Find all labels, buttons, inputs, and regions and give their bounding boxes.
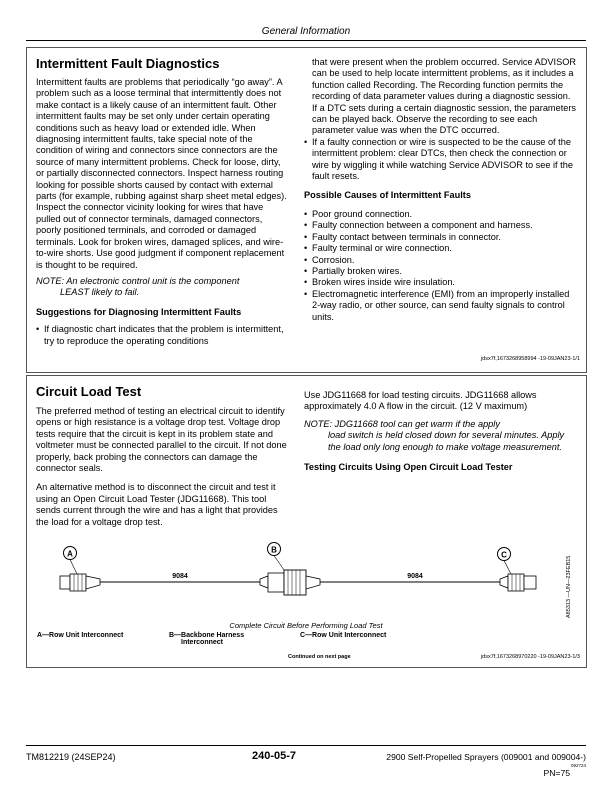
intermittent-reference-id: jdsx7f,1673268958994 -19-09JAN23-1/1 bbox=[480, 356, 580, 362]
suggestion-bullet-1-continued: that were present when the problem occurred. Service ADVISOR can be used to help locate intermittent problems, as it includes a function called Recording. The Recording function permits the recording of data parameter values during a diagnostic session. If a DTC sets during a certain diagnostic session, the parameters can be played back. Observe the recording to see each parameter value was when the DTC occurred. bbox=[312, 57, 577, 136]
circuit-title: Circuit Load Test bbox=[36, 384, 142, 399]
callout-a-label: A bbox=[67, 549, 73, 559]
cause-item: • Faulty terminal or wire connection. bbox=[304, 243, 576, 254]
callout-b-label: B bbox=[271, 545, 277, 555]
intermittent-intro: Intermittent faults are problems that periodically “go away”. A problem such as a loose terminal that intermittently does not make contact is a likely cause of an intermittent fault. Other intermittent faults may be set only under certain operating conditions such as heavy load or extended idle. When diagnosing intermittent faults, take special note of the condition of wiring and connectors since connectors are the source of many intermittent problems. Check for loose, dirty, or partially disconnected connectors. Inspect harness routing looking for possible shorts caused by contact with external parts (for example, rubbing against sharp sheet metal edges). Inspect the connector vicinity looking for wires that have pulled out of connector terminals, damaged connectors, poorly positioned terminals, and corroded or damaged terminals. Look for broken wires, damaged splices, and wire-to-wire shorts. Use good judgment if component replacement is thought to be required. bbox=[36, 77, 287, 270]
footer-rule bbox=[26, 745, 586, 746]
figure-caption: Complete Circuit Before Performing Load Test bbox=[229, 621, 383, 630]
open-circuit-heading: Testing Circuits Using Open Circuit Load Tester bbox=[304, 462, 513, 473]
wire-label-right: 9084 bbox=[407, 573, 423, 580]
circuit-reference-id: jdsx7f,1673268970220 -19-09JAN23-1/3 bbox=[480, 654, 580, 660]
circuit-right-column bbox=[304, 390, 576, 473]
intermittent-right-column bbox=[304, 57, 576, 323]
callout-a bbox=[64, 547, 79, 577]
legend-b-line1: B—Backbone Harness bbox=[169, 632, 245, 639]
causes-list bbox=[304, 209, 576, 323]
suggestions-heading: Suggestions for Diagnosing Intermittent Faults bbox=[36, 306, 242, 317]
intermittent-note-line1: NOTE: An electronic control unit is the component bbox=[36, 275, 240, 286]
circuit-note-line1: NOTE: JDG11668 tool can get warm if the apply bbox=[304, 418, 500, 429]
figure-side-code: A85313 —UN—23FEB15 bbox=[566, 555, 572, 618]
connector-b bbox=[260, 570, 320, 595]
intermittent-note-line2: LEAST likely to fail. bbox=[60, 287, 140, 298]
section-header: General Information bbox=[261, 26, 351, 37]
intermittent-note bbox=[36, 276, 288, 299]
circuit-diagram bbox=[30, 538, 580, 618]
footer-pn: PN=75 bbox=[543, 768, 570, 778]
legend-c: C—Row Unit Interconnect bbox=[300, 632, 387, 639]
callout-c-label: C bbox=[501, 550, 507, 560]
connector-a bbox=[60, 574, 100, 591]
cause-item: • Broken wires inside wire insulation. bbox=[304, 277, 576, 288]
suggestions-list-cont bbox=[304, 137, 576, 183]
legend-a: A—Row Unit Interconnect bbox=[37, 632, 124, 639]
cause-item: • Corrosion. bbox=[304, 255, 576, 266]
cause-item: • Poor ground connection. bbox=[304, 209, 576, 220]
wire-label-left: 9084 bbox=[172, 573, 188, 580]
causes-heading: Possible Causes of Intermittent Faults bbox=[304, 190, 471, 201]
suggestion-bullet-1: • If diagnostic chart indicates that the problem is intermittent, try to reproduce the operating conditions bbox=[36, 324, 288, 347]
callout-b bbox=[268, 543, 285, 571]
cause-item: • Faulty contact between terminals in connector. bbox=[304, 232, 576, 243]
circuit-para-3: Use JDG11668 for load testing circuits. JDG11668 allows approximately 4.0 A flow in the circuit. (12 V maximum) bbox=[304, 390, 537, 412]
circuit-note-rest: load switch is held closed down for several minutes. Apply the load only long enough to make voltage measurement. bbox=[328, 430, 565, 452]
continued-note: Continued on next page bbox=[288, 654, 351, 660]
suggestions-list-start bbox=[36, 324, 288, 347]
footer-small-code: 092724 bbox=[570, 763, 586, 768]
connector-c bbox=[500, 574, 536, 591]
callout-c bbox=[498, 548, 513, 577]
legend-b bbox=[169, 632, 244, 646]
circuit-para-2: An alternative method is to disconnect the circuit and test it using an Open Circuit Load Tester (JDG11668). This tool sends current through the wire and has a light that provides the load for a voltage drop test. bbox=[36, 482, 278, 527]
circuit-note bbox=[304, 419, 576, 453]
footer-page-number: 240-05-7 bbox=[252, 750, 297, 762]
suggestion-bullet-2: • If a faulty connection or wire is suspected to be the cause of the intermittent problem: clear DTCs, then check the connection or wire by wiggling it while watching Service ADVISOR to see if the fault resets. bbox=[304, 137, 576, 183]
circuit-left-column bbox=[36, 384, 292, 533]
footer-doc-id: TM812219 (24SEP24) bbox=[26, 752, 116, 762]
legend-b-line2: Interconnect bbox=[181, 639, 224, 646]
cause-item: • Faulty connection between a component and harness. bbox=[304, 220, 576, 231]
cause-item: • Electromagnetic interference (EMI) from an improperly installed 2-way radio, or other source, can send faulty signals to control units. bbox=[304, 289, 576, 323]
header-rule bbox=[26, 40, 586, 41]
footer-title: 2900 Self-Propelled Sprayers (009001 and 009004-) bbox=[386, 752, 586, 762]
intermittent-title: Intermittent Fault Diagnostics bbox=[36, 56, 220, 71]
intermittent-left-column bbox=[36, 56, 288, 347]
circuit-para-1: The preferred method of testing an electrical circuit to identify opens or high resistance is a voltage drop test. Voltage drop tests require that the circuit is kept in its problem state and voltmeter must be connected parallel to the circuit. If not done properly, back probing the connectors can damage the connector seals. bbox=[36, 406, 287, 474]
cause-item: • Partially broken wires. bbox=[304, 266, 576, 277]
